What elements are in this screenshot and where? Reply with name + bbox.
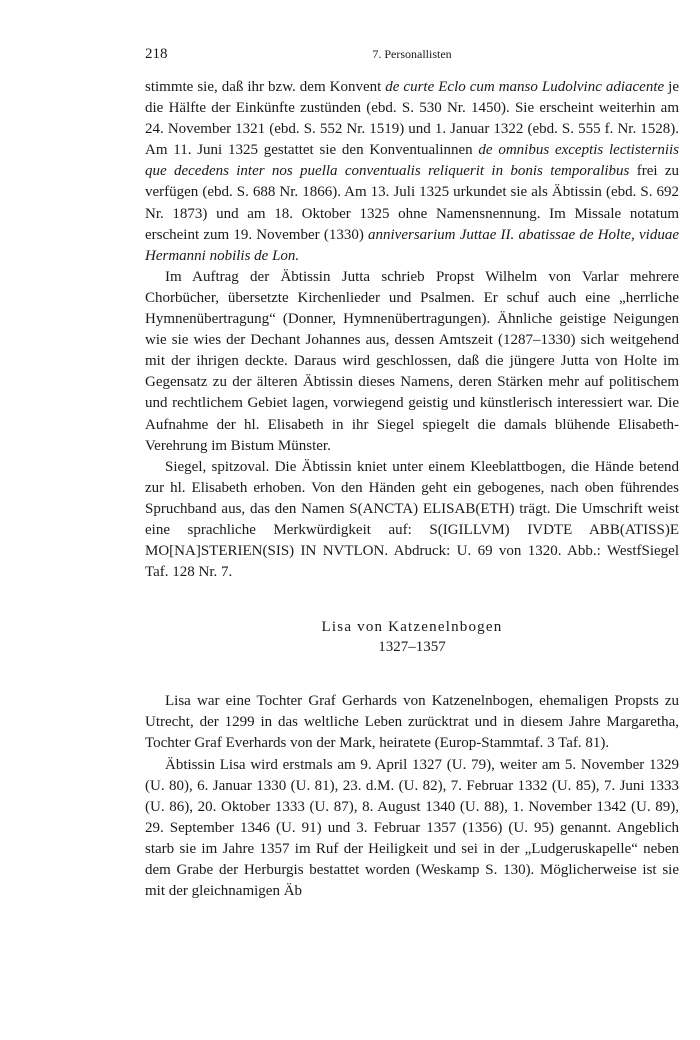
latin-quote-curte: de curte Eclo cum manso Ludolvinc adiacente bbox=[385, 79, 665, 95]
chapter-title: 7. Personallisten bbox=[372, 47, 452, 61]
text-run: stimmte sie, daß ihr bzw. dem Konvent bbox=[145, 79, 386, 95]
text-run: je die Hälfte der Einkünfte zustünden (ebd. S. 530 Nr. 1450). Sie erscheint weiterhin am 24. November 1321 (ebd. S. 552 Nr. 1519) und 1. Januar 1322 (ebd. S. 555 f. Nr. 1528). Am 11. Juni 1325 gestattet sie den Konventualinnen bbox=[145, 79, 679, 159]
page-body bbox=[145, 77, 679, 902]
page-number: 218 bbox=[145, 46, 168, 62]
latin-quote-omnibus: de omnibus exceptis lectisterniis que decedens inter nos puella conventualis reliquerit in bonis temporalibus bbox=[145, 142, 679, 180]
paragraph-jutta-charters bbox=[145, 77, 679, 267]
section-heading-lisa bbox=[145, 617, 679, 657]
paragraph-lisa-origin: Lisa war eine Tochter Graf Gerhards von Katzenelnbogen, ehemaligen Propsts zu Utrecht, der 1299 in das weltliche Leben zurücktrat und in diesem Jahre Margaretha, Tochter Graf Everhards von der Mark, heiratete (Europ-Stammtaf. 3 Taf. 81). bbox=[145, 693, 679, 752]
section-name: Lisa von Katzenelnbogen bbox=[321, 619, 503, 636]
paragraph-jutta-seal: Siegel, spitzoval. Die Äbtissin kniet unter einem Kleeblattbogen, die Hände betend zur hl. Elisabeth erhoben. Von den Händen geht ein gebogenes, nach oben führendes Spruchband aus, das den Namen S(ANCTA) ELISAB(ETH) trägt. Die Umschrift weist eine sprachliche Merkwürdigkeit auf: S(IGILLVM) IVDTE ABB(ATISS)E MO[NA]STERIEN(SIS) IN NVTLON. Abdruck: U. 69 von 1320. Abb.: WestfSiegel Taf. 128 Nr. 7. bbox=[145, 458, 679, 581]
section-years: 1327–1357 bbox=[378, 639, 446, 656]
latin-quote-anniversarium: anniversarium Juttae II. abatissae de Holte, viduae Hermanni nobilis de Lon. bbox=[145, 226, 679, 264]
paragraph-lisa-charters: Äbtissin Lisa wird erstmals am 9. April 1327 (U. 79), weiter am 5. November 1329 (U. 80), 6. Januar 1330 (U. 81), 23. d.M. (U. 82), 7. Februar 1332 (U. 85), 7. Juni 1333 (U. 86), 20. Oktober 1333 (U. 87), 8. August 1340 (U. 88), 1. November 1342 (U. 89), 29. September 1346 (U. 91) und 3. Februar 1357 (1356) (U. 95) genannt. Angeblich starb sie im Jahre 1357 im Ruf der Heiligkeit und sei in der „Ludgeruskapelle“ neben dem Grabe der Herburgis bestattet worden (Weskamp S. 130). Möglicherweise ist sie mit der gleichnamigen Äb bbox=[145, 756, 679, 900]
section-body-lisa bbox=[145, 691, 679, 902]
text-run: frei zu verfügen (ebd. S. 688 Nr. 1866). Am 13. Juli 1325 urkundet sie als Äbtissin (ebd. S. 692 Nr. 1873) und am 18. Oktober 1325 ohne Namensnennung. Im Missale notatum erscheint zum 19. November (1330) bbox=[145, 163, 679, 243]
paragraph-jutta-wilhelm: Im Auftrag der Äbtissin Jutta schrieb Propst Wilhelm von Varlar mehrere Chorbücher, übersetzte Kirchenlieder und Psalmen. Er schuf auch eine „herrliche Hymnenübertragung“ (Donner, Hymnenübertragungen). Ähnliche geistige Neigungen wie sie wies der Dechant Johannes aus, dessen Amtszeit (1287–1330) sich weitgehend mit der ihrigen deckte. Daraus wird geschlossen, daß die jüngere Jutta von Holte im Gegensatz zu der älteren Äbtissin dieses Namens, deren Stärken mehr auf politischem und rechtlichem Gebiet lagen, vorwiegend geistig und künstlerisch interessiert war. Die Aufnahme der hl. Elisabeth in ihr Siegel spiegelt die damals blühende Elisabeth-Verehrung im Bistum Münster. bbox=[145, 268, 679, 454]
running-head bbox=[145, 46, 679, 64]
